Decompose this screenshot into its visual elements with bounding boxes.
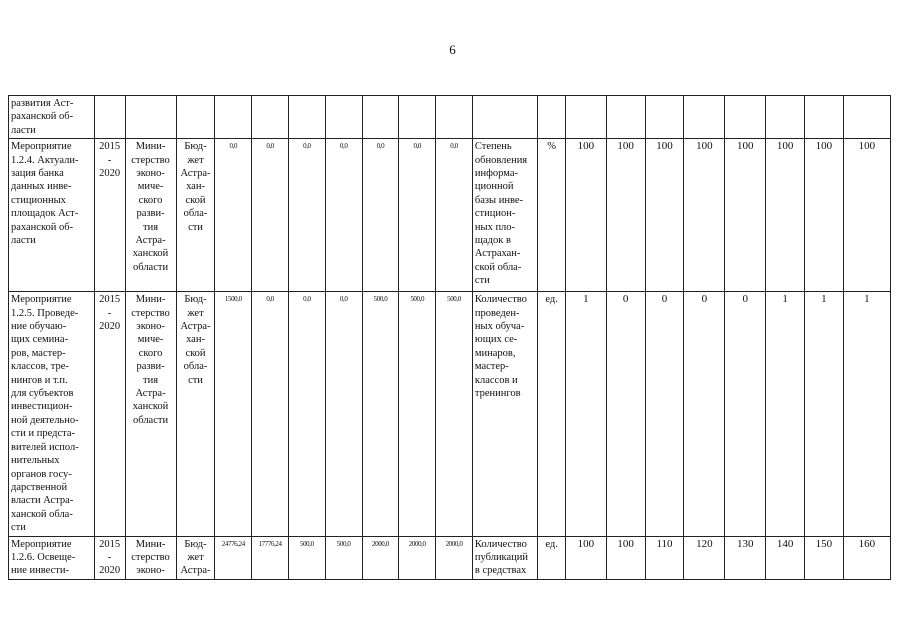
indicator-value-cell bbox=[725, 96, 766, 139]
finance-amount-cell bbox=[288, 96, 325, 139]
indicator-value-cell: 100 bbox=[843, 139, 890, 292]
indicator-value-cell: 0 bbox=[725, 292, 766, 536]
measure-name-cell: Мероприятие 1.2.5. Проведе- ние обучаю- щих семина- ров, мастер- классов, тре- нингов и т.п. для субъектов инвестицион- ной деятельно- сти и предста- вителей испол- нительных органов госу- дарственной власти Астра- ханской обла- сти bbox=[9, 292, 95, 536]
finance-amount-cell: 24776,24 bbox=[215, 536, 252, 579]
indicator-value-cell: 1 bbox=[565, 292, 606, 536]
indicator-value-cell: 140 bbox=[766, 536, 805, 579]
finance-amount-cell: 500,0 bbox=[325, 536, 362, 579]
table-row bbox=[9, 139, 891, 292]
finance-amount-cell bbox=[362, 96, 399, 139]
indicator-value-cell bbox=[684, 96, 725, 139]
indicator-name-cell: Количество проведен- ных обуча- ющих се- минаров, мастер- классов и тренингов bbox=[472, 292, 537, 536]
finance-amount-cell: 0,0 bbox=[399, 139, 436, 292]
finance-amount-cell: 0,0 bbox=[288, 292, 325, 536]
indicator-value-cell: 100 bbox=[645, 139, 684, 292]
indicator-value-cell: 150 bbox=[805, 536, 844, 579]
indicator-value-cell: 0 bbox=[684, 292, 725, 536]
indicator-value-cell bbox=[766, 96, 805, 139]
indicator-value-cell: 100 bbox=[805, 139, 844, 292]
table-row bbox=[9, 96, 891, 139]
measure-name-cell: развития Аст- раханской об- ласти bbox=[9, 96, 95, 139]
indicator-value-cell: 0 bbox=[645, 292, 684, 536]
indicator-value-cell: 1 bbox=[805, 292, 844, 536]
finance-amount-cell bbox=[436, 96, 473, 139]
indicator-name-cell: Количество публикаций в средствах bbox=[472, 536, 537, 579]
finance-amount-cell: 2000,0 bbox=[399, 536, 436, 579]
finance-amount-cell: 17776,24 bbox=[252, 536, 289, 579]
executor-cell: Мини- стерство эконо- миче- ского разви- тия Астра- ханской области bbox=[125, 292, 176, 536]
executor-cell: Мини- стерство эконо- миче- ского разви- тия Астра- ханской области bbox=[125, 139, 176, 292]
finance-amount-cell: 0,0 bbox=[252, 292, 289, 536]
finance-amount-cell: 500,0 bbox=[288, 536, 325, 579]
finance-amount-cell: 500,0 bbox=[399, 292, 436, 536]
finance-amount-cell: 0,0 bbox=[252, 139, 289, 292]
indicator-value-cell bbox=[843, 96, 890, 139]
finance-amount-cell bbox=[325, 96, 362, 139]
period-cell: 2015 - 2020 bbox=[94, 139, 125, 292]
unit-cell: ед. bbox=[538, 292, 566, 536]
finance-amount-cell bbox=[399, 96, 436, 139]
indicator-value-cell: 100 bbox=[606, 139, 645, 292]
finance-amount-cell: 0,0 bbox=[436, 139, 473, 292]
measure-name-cell: Мероприятие 1.2.4. Актуали- зация банка данных инве- стиционных площадок Аст- раханской об- ласти bbox=[9, 139, 95, 292]
funding-source-cell bbox=[176, 96, 215, 139]
table-row bbox=[9, 292, 891, 536]
indicator-value-cell: 160 bbox=[843, 536, 890, 579]
indicator-name-cell: Степень обновления информа- ционной базы инве- стицион- ных пло- щадок в Астрахан- ской обла- сти bbox=[472, 139, 537, 292]
indicator-value-cell bbox=[805, 96, 844, 139]
indicator-value-cell: 100 bbox=[565, 139, 606, 292]
finance-amount-cell: 1500,0 bbox=[215, 292, 252, 536]
finance-amount-cell: 0,0 bbox=[325, 139, 362, 292]
finance-amount-cell: 500,0 bbox=[436, 292, 473, 536]
indicator-value-cell bbox=[645, 96, 684, 139]
funding-source-cell: Бюд- жет Астра- bbox=[176, 536, 215, 579]
unit-cell: ед. bbox=[538, 536, 566, 579]
funding-source-cell: Бюд- жет Астра- хан- ской обла- сти bbox=[176, 139, 215, 292]
finance-amount-cell: 0,0 bbox=[288, 139, 325, 292]
finance-amount-cell bbox=[252, 96, 289, 139]
indicator-value-cell: 110 bbox=[645, 536, 684, 579]
indicator-value-cell: 100 bbox=[725, 139, 766, 292]
period-cell: 2015 - 2020 bbox=[94, 292, 125, 536]
executor-cell bbox=[125, 96, 176, 139]
indicator-value-cell: 1 bbox=[766, 292, 805, 536]
indicator-value-cell: 100 bbox=[766, 139, 805, 292]
table-row bbox=[9, 536, 891, 579]
period-cell bbox=[94, 96, 125, 139]
indicator-value-cell: 100 bbox=[565, 536, 606, 579]
indicator-value-cell: 120 bbox=[684, 536, 725, 579]
indicator-value-cell: 1 bbox=[843, 292, 890, 536]
program-table bbox=[8, 95, 891, 580]
indicator-value-cell bbox=[565, 96, 606, 139]
finance-amount-cell: 2000,0 bbox=[362, 536, 399, 579]
indicator-name-cell bbox=[472, 96, 537, 139]
page-number: 6 bbox=[449, 42, 456, 57]
indicator-value-cell bbox=[606, 96, 645, 139]
period-cell: 2015 - 2020 bbox=[94, 536, 125, 579]
finance-amount-cell: 0,0 bbox=[325, 292, 362, 536]
unit-cell bbox=[538, 96, 566, 139]
finance-amount-cell: 500,0 bbox=[362, 292, 399, 536]
executor-cell: Мини- стерство эконо- bbox=[125, 536, 176, 579]
indicator-value-cell: 100 bbox=[684, 139, 725, 292]
funding-source-cell: Бюд- жет Астра- хан- ской обла- сти bbox=[176, 292, 215, 536]
measure-name-cell: Мероприятие 1.2.6. Освеще- ние инвести- bbox=[9, 536, 95, 579]
indicator-value-cell: 0 bbox=[606, 292, 645, 536]
indicator-value-cell: 100 bbox=[606, 536, 645, 579]
finance-amount-cell: 0,0 bbox=[362, 139, 399, 292]
finance-amount-cell bbox=[215, 96, 252, 139]
finance-amount-cell: 2000,0 bbox=[436, 536, 473, 579]
indicator-value-cell: 130 bbox=[725, 536, 766, 579]
finance-amount-cell: 0,0 bbox=[215, 139, 252, 292]
unit-cell: % bbox=[538, 139, 566, 292]
